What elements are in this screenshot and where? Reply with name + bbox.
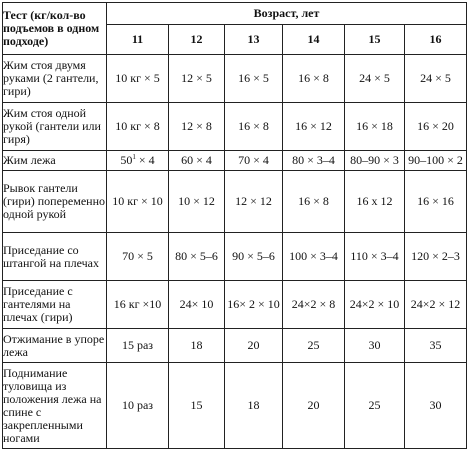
norm-cell: 16 × 8 [225,103,283,151]
exercise-label: Отжимание в упоре лежа [3,329,107,363]
norm-cell: 15 раз [107,329,169,363]
test-column-header: Тест (кг/кол-во подъемов в одном подходе) [3,3,107,55]
exercise-label: Жим стоя двумя руками (2 гантели, гири) [3,55,107,103]
norm-cell: 80 × 5–6 [169,233,225,281]
norm-cell: 10 кг × 8 [107,103,169,151]
norm-cell: 30 [345,329,405,363]
norm-cell: 16 × 16 [405,171,467,233]
norm-cell: 24 × 5 [405,55,467,103]
norm-cell: 18 [169,329,225,363]
norm-cell: 16 × 8 [283,55,345,103]
norm-cell: 16 кг ×10 [107,281,169,329]
exercise-label: Поднимание туловища из положения лежа на спине с закрепленными ногами [3,363,107,449]
table-row [3,103,467,151]
norm-cell: 24×2 × 10 [345,281,405,329]
norm-cell: 90–100 × 2 [405,151,467,171]
norm-cell: 20 [225,329,283,363]
norm-cell: 16 × 20 [405,103,467,151]
age-column-header: 11 [107,25,169,55]
norm-cell: 24× 10 [169,281,225,329]
norm-cell: 10 × 12 [169,171,225,233]
norm-cell: 60 × 4 [169,151,225,171]
norm-cell: 120 × 2–3 [405,233,467,281]
exercise-label: Жим стоя одной рукой (гантели или гиря) [3,103,107,151]
norm-cell: 80–90 × 3 [345,151,405,171]
norm-cell: 10 кг × 5 [107,55,169,103]
table-row [3,233,467,281]
norm-cell: 15 [169,363,225,449]
norm-cell: 70 × 4 [225,151,283,171]
norm-cell: 20 [283,363,345,449]
norm-cell: 16× 2 × 10 [225,281,283,329]
table-row [3,281,467,329]
norm-cell: 90 × 5–6 [225,233,283,281]
age-column-header: 16 [405,25,467,55]
exercise-label: Приседание со штангой на плечах [3,233,107,281]
fitness-norms-table [2,2,467,449]
norm-cell: 35 [405,329,467,363]
norm-cell: 100 × 3–4 [283,233,345,281]
norm-cell: 12 × 5 [169,55,225,103]
age-column-header: 15 [345,25,405,55]
exercise-label: Рывок гантели (гири) попеременно одной рукой [3,171,107,233]
norm-cell: 80 × 3–4 [283,151,345,171]
table-row [3,151,467,171]
table-row [3,363,467,449]
norm-cell: 30 [405,363,467,449]
norm-cell: 16 × 18 [345,103,405,151]
norm-cell: 16 × 5 [225,55,283,103]
norm-cell: 12 × 12 [225,171,283,233]
age-column-header: 12 [169,25,225,55]
norm-cell: 24 × 5 [345,55,405,103]
norm-cell: 10 раз [107,363,169,449]
footnote-marker: 1 [132,153,136,161]
norm-cell: 24×2 × 8 [283,281,345,329]
norm-cell: 16 × 12 [283,103,345,151]
norm-cell: 24×2 × 12 [405,281,467,329]
exercise-label: Жим лежа [3,151,107,171]
norm-cell [107,151,169,171]
table-row [3,171,467,233]
norm-cell: 25 [283,329,345,363]
norm-cell: 18 [225,363,283,449]
norm-cell: 25 [345,363,405,449]
norm-value: 50 [120,153,133,167]
norm-cell: 10 кг × 10 [107,171,169,233]
table-row [3,329,467,363]
norm-cell: 110 × 3–4 [345,233,405,281]
age-column-header: 13 [225,25,283,55]
table-row [3,55,467,103]
norm-cell: 70 × 5 [107,233,169,281]
age-group-header: Возраст, лет [107,3,467,25]
age-column-header: 14 [283,25,345,55]
norm-cell: 12 × 8 [169,103,225,151]
norm-cell: 16 × 8 [283,171,345,233]
exercise-label: Приседание с гантелями на плечах (гири) [3,281,107,329]
norm-value-suffix: × 4 [135,153,155,167]
norm-cell: 16 х 12 [345,171,405,233]
